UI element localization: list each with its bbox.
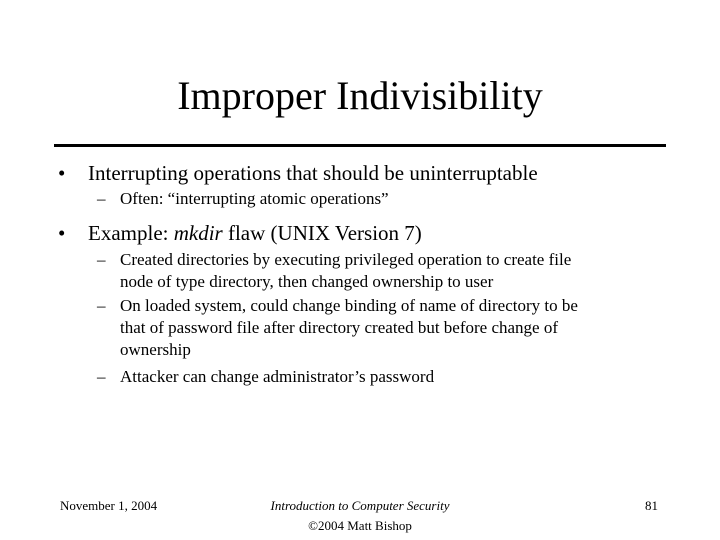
- bullet-text-suffix: flaw (UNIX Version 7): [222, 221, 422, 245]
- slide-title: Improper Indivisibility: [177, 73, 543, 118]
- sub-bullet-text: Often: “interrupting atomic operations”: [120, 189, 389, 208]
- sub-bullet-text: On loaded system, could change binding of name of directory to be that of password file after directory created but before change of ownership: [120, 296, 578, 359]
- footer-date: November 1, 2004: [60, 498, 158, 513]
- bullet-marker: •: [58, 221, 66, 245]
- bullet-marker: •: [58, 161, 66, 185]
- sub-bullet-marker: –: [97, 367, 106, 386]
- title-divider: [54, 144, 666, 147]
- bullet-text: [88, 220, 422, 246]
- sub-bullet-text: Attacker can change administrator’s password: [120, 367, 435, 386]
- sub-bullet-marker: –: [97, 250, 106, 269]
- sub-bullet-text: Created directories by executing privileged operation to create file node of type directory, then changed ownership to user: [120, 250, 572, 291]
- bullet-text-prefix: Example:: [88, 221, 174, 245]
- command-name: mkdir: [173, 221, 223, 245]
- sub-bullet-marker: –: [97, 296, 106, 315]
- footer-course-info: [200, 496, 520, 536]
- footer-copyright: ©2004 Matt Bishop: [308, 518, 412, 533]
- footer-page-number: 81: [645, 498, 658, 513]
- footer-course-title: Introduction to Computer Security: [270, 498, 450, 513]
- bullet-text: Interrupting operations that should be uninterruptable: [88, 161, 538, 185]
- sub-bullet-marker: –: [97, 189, 106, 208]
